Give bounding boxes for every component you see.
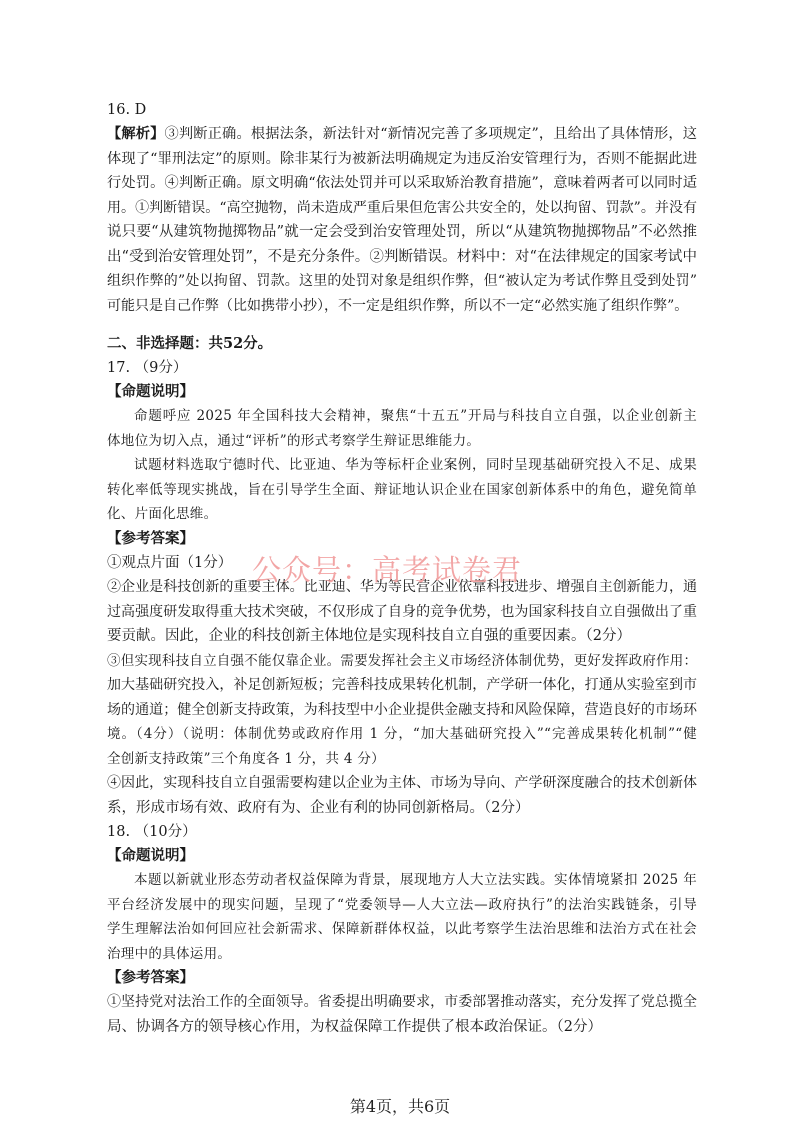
q18-answer-label: 【参考答案】 — [107, 969, 194, 986]
q18-intent-line: 平台经济发展中的现实问题，呈现了“党委领导—人大立法—政府执行”的法治实践链条，引导 — [107, 896, 697, 913]
q17-answer-line: 全创新支持政策”三个角度各 1 分，共 4 分） — [107, 750, 385, 767]
q17-answer-label: 【参考答案】 — [107, 529, 194, 547]
q18-intent-line: 治理中的具体运用。 — [107, 945, 232, 962]
q17-answer-line: ③但实现科技自立自强不能仅靠企业。需要发挥社会主义市场经济体制优势，更好发挥政府作用： — [107, 652, 697, 669]
q16-analysis-line: 出“受到治安管理处罚”，不是充分条件。②判断错误。材料中：对“在法律规定的国家考试中 — [107, 248, 697, 265]
q16-analysis-line: 【解析】③判断正确。根据法条，新法针对“新情况完善了多项规定”，且给出了具体情形，这 — [107, 126, 697, 142]
q17-intent-line: 化、片面化思维。 — [107, 506, 218, 522]
q17-answer-line: 加大基础研究投入，补足创新短板；完善科技成果转化机制，产学研一体化，打通从实验室到市 — [107, 677, 697, 693]
q17-intent-line: 转化率低等现实挑战，旨在引导学生全面、辩证地认识企业在国家创新体系中的角色，避免简单 — [107, 481, 697, 498]
q17-intent-line: 试题材料选取宁德时代、比亚迪、华为等标杆企业案例，同时呈现基础研究投入不足、成果 — [134, 457, 697, 473]
q16-analysis-line: 用。①判断错误。“高空抛物，尚未造成严重后果但危害公共安全的，处以拘留、罚款”。并没有 — [107, 199, 697, 216]
q18-answer-line: ①坚持党对法治工作的全面领导。省委提出明确要求，市委部署推动落实，充分发挥了党总揽全 — [107, 994, 697, 1010]
q16-analysis-line: 行处罚。④判断正确。原文明确“依法处罚并可以采取矫治教育措施”，意味着两者可以同时适 — [107, 175, 697, 191]
q16-analysis-line: 组织作弊的”处以拘留、罚款。这里的处罚对象是组织作弊，但“被认定为考试作弊且受到处罚” — [107, 273, 697, 289]
q17-answer-line: 过高强度研发取得重大技术突破，不仅形成了自身的竞争优势，也为国家科技自立自强做出了重 — [107, 603, 697, 620]
q16-analysis-label: 【解析】 — [107, 126, 165, 142]
q17-answer-line: ①观点片面（1分） — [107, 554, 233, 571]
q17-intent-label: 【命题说明】 — [107, 383, 194, 400]
q18-intent-line: 本题以新就业形态劳动者权益保障为背景，展现地方人大立法实践。实体情境紧扣 2025 年 — [134, 872, 697, 888]
q16-analysis-line: 体现了“罪刑法定”的原则。除非某行为被新法明确规定为违反治安管理行为，否则不能据此进 — [107, 150, 697, 167]
q17-answer-line: 场的通道；健全创新支持政策，为科技型中小企业提供金融支持和风险保障，营造良好的市场环 — [107, 701, 697, 718]
q17-answer-line: ②企业是科技创新的重要主体。比亚迪、华为等民营企业依靠科技进步、增强自主创新能力，通 — [107, 579, 697, 595]
watermark: 公众号：高考试卷君 — [252, 553, 523, 587]
q17-answer-line: 系，形成市场有效、政府有为、企业有利的协同创新格局。（2分） — [107, 799, 530, 816]
q17-answer-line: 要贡献。因此，企业的科技创新主体地位是实现科技自立自强的重要因素。（2分） — [107, 628, 631, 644]
q16-answer-number: 16. D — [107, 102, 147, 118]
q17-answer-line: 境。（4分）（说明：体制优势或政府作用 1 分，“加大基础研究投入”“完善成果转化机制”“健 — [107, 726, 697, 742]
q17-answer-line: ④因此，实现科技自立自强需要构建以企业为主体、市场为导向、产学研深度融合的技术创新体 — [107, 775, 697, 791]
q18-intent-line: 学生理解法治如何回应社会新需求、保障新群体权益，以此考察学生法治思维和法治方式在社会 — [107, 921, 697, 937]
page-footer: 第4页，共6页 — [349, 1097, 451, 1116]
section-heading: 二、非选择题：共52分。 — [107, 335, 273, 352]
q16-analysis-line: 说只要“从建筑物抛掷物品”就一定会受到治安管理处罚，所以“从建筑物抛掷物品”不必然推 — [107, 224, 697, 240]
q17-intent-line: 体地位为切入点，通过“评析”的形式考察学生辩证思维能力。 — [107, 432, 481, 449]
q18-number: 18. （10分） — [107, 824, 197, 840]
q17-number: 17. （9分） — [107, 360, 188, 376]
q17-intent-line: 命题呼应 2025 年全国科技大会精神，聚焦“十五五”开局与科技自立自强，以企业创新主 — [134, 408, 697, 424]
q16-analysis-line: 可能只是自己作弊（比如携带小抄），不一定是组织作弊，所以不一定“必然实施了组织作弊”。 — [107, 297, 689, 314]
q18-answer-line: 局、协调各方的领导核心作用，为权益保障工作提供了根本政治保证。（2分） — [107, 1018, 602, 1035]
q18-intent-label: 【命题说明】 — [107, 847, 194, 864]
